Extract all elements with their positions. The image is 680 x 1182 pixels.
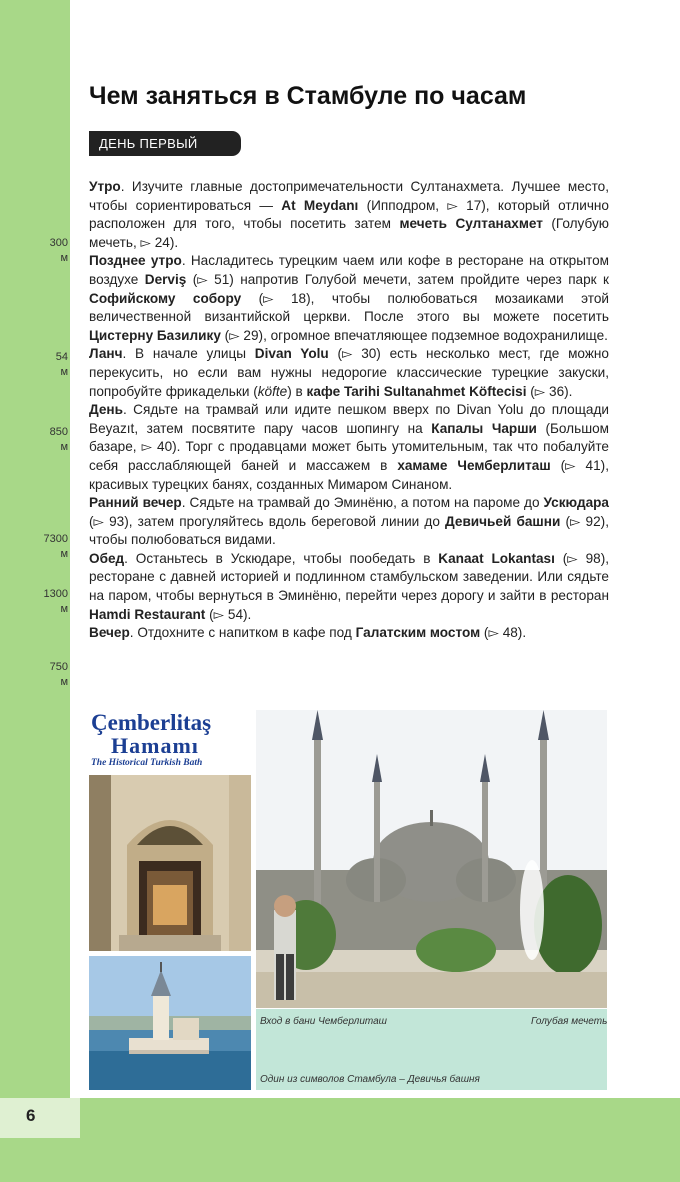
paragraph-lunch: Ланч. В начале улицы Divan Yolu (▻ 30) есть несколько мест, где можно перекусить, но если вам нужны недорогие классические турецкие закуски, попробуйте фрикадельки (köfte) в кафе Tarihi Sultanahmet Köftecisi (▻ 36).	[89, 346, 609, 399]
blue-mosque-drawing	[256, 710, 607, 1008]
day-badge: ДЕНЬ ПЕРВЫЙ	[89, 131, 241, 156]
hamam-sign-name: Çemberlitaş	[91, 710, 212, 735]
page-number-box	[0, 1098, 80, 1138]
hamam-entrance-drawing	[89, 775, 251, 951]
paragraph-early-evening: Ранний вечер. Сядьте на трамвай до Эминёню, а потом на пароме до Ускюдара (▻ 93), затем прогуляйтесь вдоль береговой линии до Девичьей башни (▻ 92), чтобы полюбоваться видами.	[89, 495, 609, 548]
paragraph-dinner: Обед. Останьтесь в Ускюдаре, чтобы пообедать в Kanaat Lokantası (▻ 98), ресторане с давней историей и подлинном стамбульском заведении. Или сядьте на паром, чтобы вернуться в Эминёню, перейти через дорогу и зайти в ресторан Hamdi Restaurant (▻ 54).	[89, 550, 610, 622]
distance-marker: 750 м	[49, 661, 68, 688]
paragraph-day: День. Сядьте на трамвай или идите пешком вверх по Divan Yolu до площади Beyazıt, затем посвятите пару часов шопингу на Капалы Чарши (Большом базаре, ▻ 40). Торг с продавцами может быть утомительным, так что побалуйте себя расслабляющей баней и массажем в хамаме Чемберлиташ (▻ 41), красивых турецких банях, созданных Мимаром Синаном.	[89, 402, 609, 492]
distance-marker: 850 м	[49, 426, 68, 453]
caption-maidens-tower: Один из символов Стамбула – Девичья башня	[260, 1074, 480, 1085]
blue-mosque-photo	[256, 710, 607, 1008]
distance-marker: 54 м	[55, 351, 68, 378]
distance-marker: 1300 м	[43, 588, 68, 615]
caption-blue-mosque: Голубая мечеть	[531, 1016, 608, 1027]
paragraph-evening: Вечер. Отдохните с напитком в кафе под Галатским мостом (▻ 48).	[89, 625, 527, 641]
paragraph-morning: Утро. Изучите главные достопримечательности Султанахмета. Лучшее место, чтобы сориентироваться — At Meydanı (Ипподром, ▻ 17), который отлично расположен для того, чтобы посетить затем мечеть Султанахмет (Голубую мечеть, ▻ 24).	[89, 179, 609, 250]
hamam-entrance-photo	[89, 775, 251, 951]
maidens-tower-drawing	[89, 956, 251, 1090]
hamam-sign-photo	[89, 710, 251, 772]
distance-marker: 300 м	[49, 237, 68, 264]
maidens-tower-photo	[89, 956, 251, 1090]
paragraph-late-morning: Позднее утро. Насладитесь турецким чаем или кофе в ресторане на открытом воздухе Derviş (▻ 51) напротив Голубой мечети, затем пройдите через парк к Софийскому собору (▻ 18), чтобы полюбоваться мозаиками этой величественной византийской церкви. После этого вы можете посетить Цистерну Базилику (▻ 29), огромное впечатляющее подземное водохранилище.	[89, 253, 610, 343]
hamam-sign-subtitle: The Historical Turkish Bath	[91, 758, 203, 768]
hamam-sign-word: Hamamı	[111, 733, 199, 758]
itinerary-text	[89, 178, 609, 643]
page-title: Чем заняться в Стамбуле по часам	[89, 82, 527, 110]
bottom-color-band	[0, 1098, 680, 1182]
caption-hamam: Вход в бани Чемберлиташ	[260, 1016, 387, 1027]
page-number: 6	[26, 1106, 36, 1125]
distance-marker: 7300 м	[43, 533, 68, 560]
